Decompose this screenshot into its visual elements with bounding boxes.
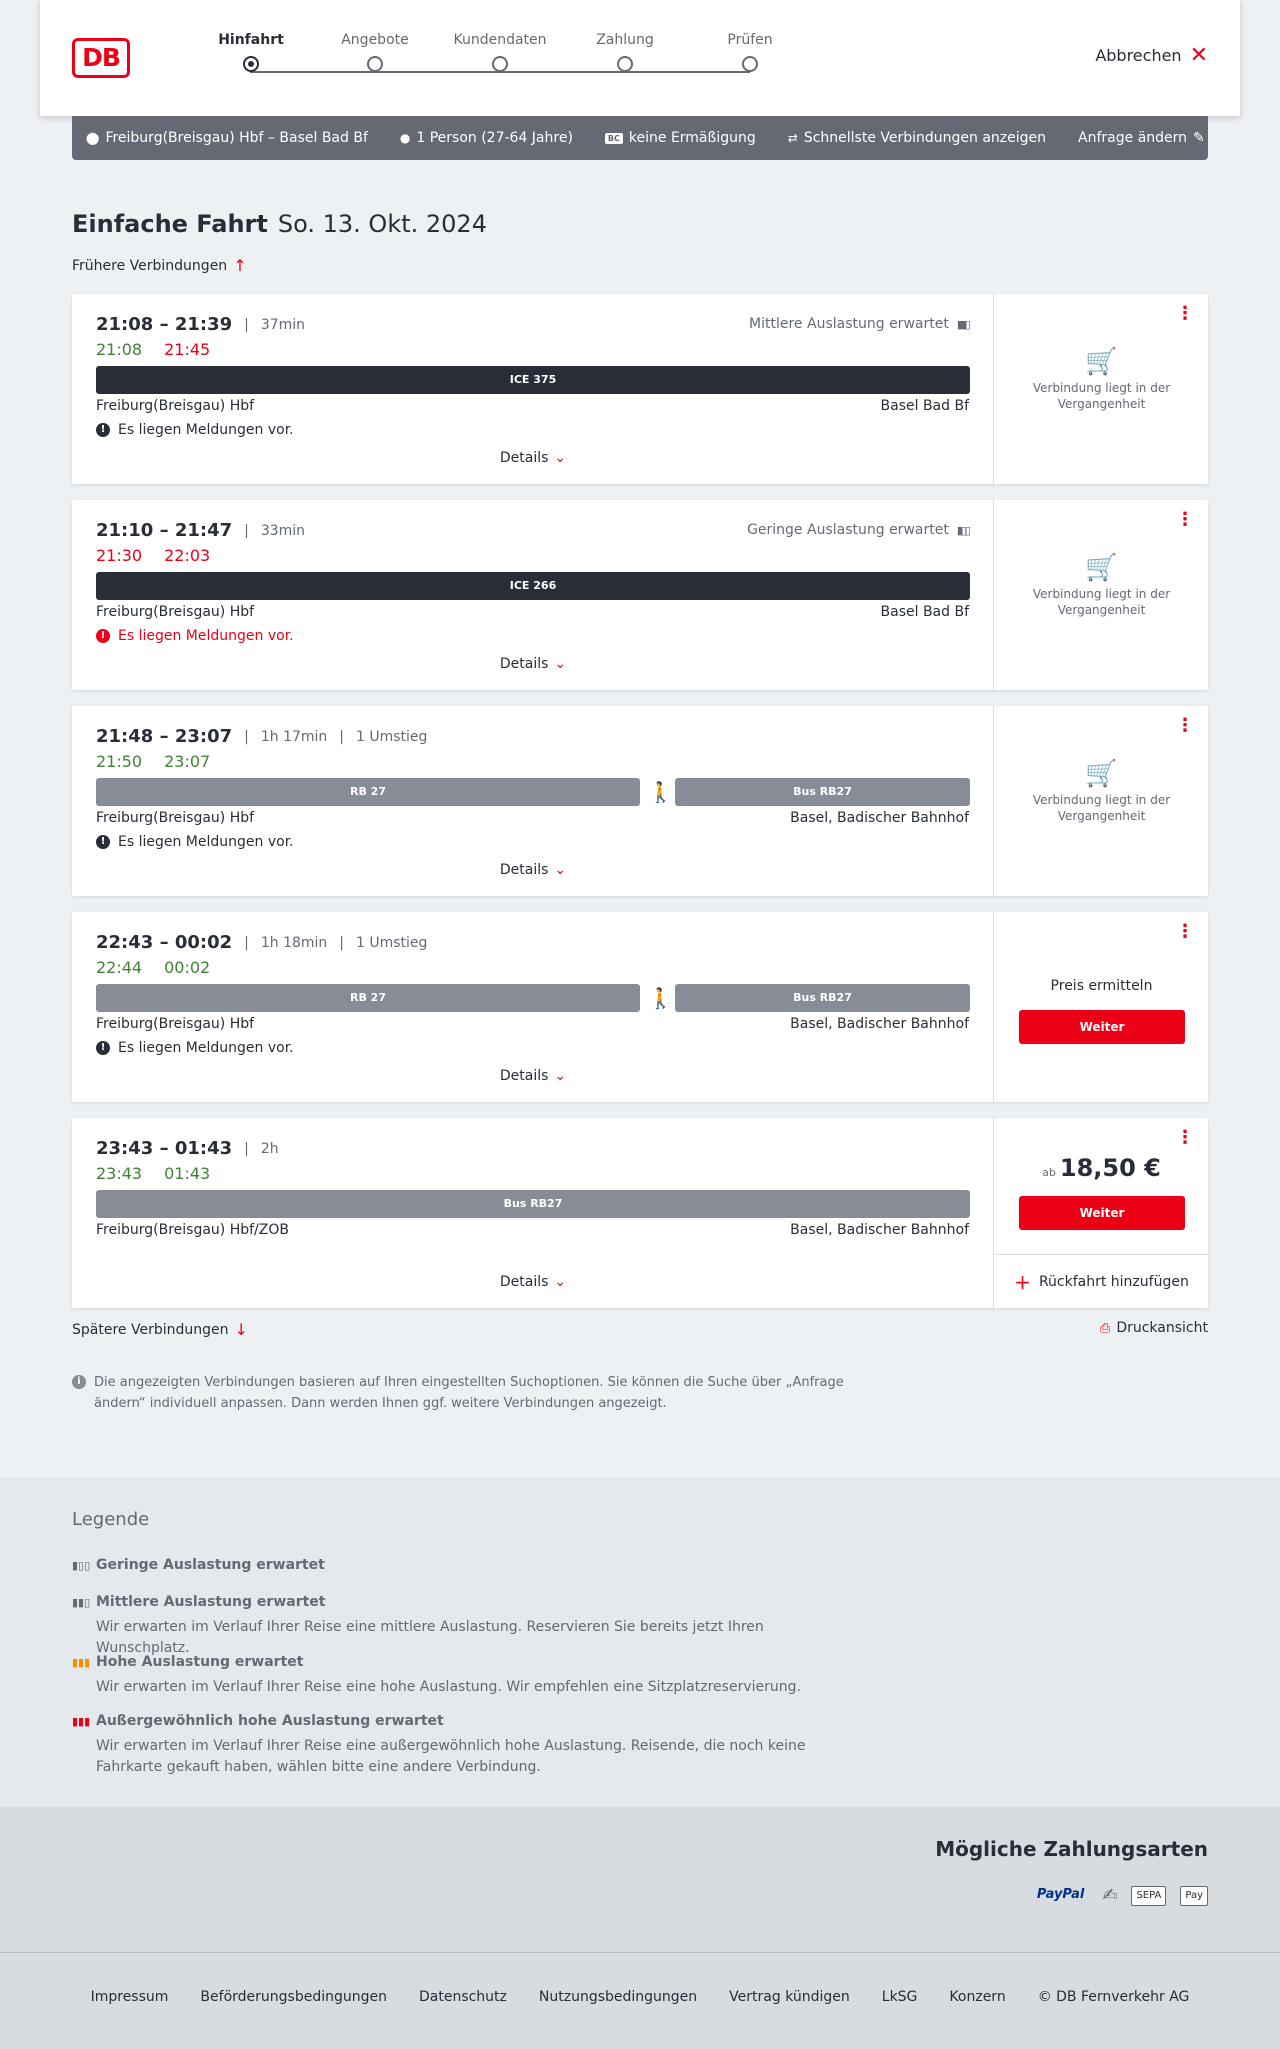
realtime-arrival: 21:45	[164, 340, 211, 359]
step-label: Hinfahrt	[218, 32, 284, 48]
change-query-label: Anfrage ändern	[1078, 130, 1188, 146]
cart-unavailable-icon: 🛒	[1085, 553, 1118, 583]
travellers-text: 1 Person (27-64 Jahre)	[416, 130, 573, 146]
bus-segment[interactable]: Bus RB27	[675, 778, 970, 806]
legend-item-low	[72, 1557, 325, 1573]
cart-unavailable-icon: 🛒	[1085, 347, 1118, 377]
connection-offer	[995, 1118, 1208, 1308]
page-title	[72, 210, 487, 238]
separator: |	[244, 934, 249, 951]
train-segment[interactable]: RB 27	[96, 778, 640, 806]
fastest-text: Schnellste Verbindungen anzeigen	[803, 130, 1047, 146]
step-hinfahrt	[188, 32, 314, 72]
duration: 1h 18min	[260, 934, 328, 951]
chevron-down-icon: ⌄	[554, 450, 567, 466]
top-header	[40, 0, 1240, 116]
connection-card[interactable]	[72, 1118, 1208, 1308]
info-icon: i	[72, 1375, 86, 1389]
step-label: Prüfen	[727, 32, 773, 48]
footer-link-konzern[interactable]: Konzern	[949, 1989, 1006, 2005]
separator: |	[244, 522, 249, 539]
chevron-down-icon: ⌄	[554, 1068, 567, 1084]
footer-link-datenschutz[interactable]: Datenschutz	[418, 1989, 507, 2005]
details-label: Details	[499, 1068, 549, 1084]
price-query-label: Preis ermitteln	[1050, 978, 1153, 994]
query-discount	[605, 130, 756, 146]
price-prefix: ab	[1042, 1166, 1056, 1179]
notice-message[interactable]	[96, 1040, 294, 1056]
legend-item-text: Wir erwarten im Verlauf Ihrer Reise eine hohe Auslastung. Wir empfehlen eine Sitzplatzreservierung.	[96, 1679, 801, 1695]
footer-link-vertrag-kuendigen[interactable]: Vertrag kündigen	[729, 1989, 850, 2005]
close-icon: ✕	[1189, 42, 1208, 68]
details-label: Details	[499, 656, 549, 672]
more-options-icon[interactable]: ⋮	[1176, 921, 1194, 942]
legend-section	[0, 1477, 1280, 1807]
high-load-icon: ▮▮▮	[72, 1655, 91, 1669]
cancel-label: Abbrechen	[1095, 46, 1182, 65]
legend-item-text: Wir erwarten im Verlauf Ihrer Reise eine außergewöhnlich hohe Auslastung. Reisende, die noch keine Fahrkarte gekauft haben, wählen bitte eine andere Verbindung.	[96, 1738, 806, 1775]
info-exclamation-icon: !	[96, 1041, 110, 1055]
separator: |	[244, 728, 249, 745]
arrival-station: Basel, Badischer Bahnhof	[790, 810, 969, 826]
step-dot	[492, 56, 508, 72]
connection-main	[72, 500, 994, 690]
route-text: Freiburg(Breisgau) Hbf – Basel Bad Bf	[105, 130, 368, 146]
paypal-icon: PayPal	[1036, 1886, 1085, 1902]
print-view-link[interactable]	[1100, 1320, 1208, 1336]
notice-text: Es liegen Meldungen vor.	[118, 1040, 294, 1056]
connection-times	[96, 314, 305, 335]
info-exclamation-icon: !	[96, 423, 110, 437]
apple-pay-label: Pay	[1185, 1889, 1203, 1901]
price	[995, 1154, 1208, 1182]
realtime-times	[96, 958, 210, 977]
pencil-icon: ✎	[1193, 130, 1205, 146]
step-dot-active	[243, 56, 259, 72]
separator: |	[339, 728, 345, 745]
walking-transfer-icon: 🚶	[648, 780, 673, 804]
legend-item-title: Hohe Auslastung erwartet	[96, 1654, 304, 1670]
connection-main	[72, 912, 994, 1102]
bahncard-icon: BC	[605, 133, 623, 144]
query-route	[86, 130, 368, 146]
print-label: Druckansicht	[1116, 1320, 1208, 1336]
query-summary-bar	[72, 116, 1208, 160]
arrival-station: Basel Bad Bf	[880, 398, 969, 414]
connection-offer	[995, 500, 1208, 690]
step-dot	[742, 56, 758, 72]
step-dot	[367, 56, 383, 72]
low-load-icon: ▮▯▯	[72, 1558, 91, 1572]
connection-card[interactable]	[72, 294, 1208, 484]
departure-station: Freiburg(Breisgau) Hbf	[96, 398, 255, 414]
legend-item-title: Außergewöhnlich hohe Auslastung erwartet	[96, 1713, 444, 1729]
info-note	[72, 1372, 852, 1414]
realtime-departure: 22:44	[96, 958, 143, 977]
discount-text: keine Ermäßigung	[628, 130, 756, 146]
step-label: Angebote	[341, 32, 409, 48]
realtime-arrival: 23:07	[164, 752, 211, 771]
continue-button[interactable]: Weiter	[1019, 1010, 1185, 1044]
payment-methods-section	[0, 1807, 1280, 1952]
load-text: Mittlere Auslastung erwartet	[749, 316, 949, 332]
cancel-button[interactable]	[1095, 42, 1208, 68]
footer	[0, 1952, 1280, 2049]
chevron-down-icon: ⌄	[554, 862, 567, 878]
credit-card-icon: ✍	[1102, 1885, 1118, 1906]
departure-station: Freiburg(Breisgau) Hbf	[96, 604, 255, 620]
planned-times: 23:43 – 01:43	[96, 1138, 233, 1159]
transfers: 1 Umstieg	[356, 728, 428, 745]
query-fastest	[788, 130, 1046, 146]
earlier-label: Frühere Verbindungen	[72, 257, 228, 274]
query-travellers	[400, 130, 573, 146]
duration: 1h 17min	[260, 728, 328, 745]
arrow-up-icon: ↑	[233, 256, 247, 275]
earlier-connections-link[interactable]	[72, 256, 247, 275]
notice-text: Es liegen Meldungen vor.	[118, 422, 294, 438]
legend-item-medium	[72, 1594, 856, 1659]
more-options-icon[interactable]: ⋮	[1176, 1127, 1194, 1148]
connection-main	[72, 294, 994, 484]
step-kundendaten[interactable]	[437, 32, 563, 72]
payment-icons	[1033, 1885, 1208, 1906]
status-text: Verbindung liegt in der Vergangenheit	[1032, 381, 1171, 411]
separator: |	[244, 1140, 249, 1157]
departure-station: Freiburg(Breisgau) Hbf/ZOB	[96, 1222, 289, 1238]
legend-item-high	[72, 1654, 856, 1698]
legend-title: Legende	[72, 1509, 150, 1530]
bus-segment[interactable]: Bus RB27	[675, 984, 970, 1012]
footer-links	[0, 1989, 1280, 2005]
notice-message[interactable]	[96, 422, 294, 438]
step-angebote[interactable]	[312, 32, 438, 72]
plus-icon: +	[1014, 1269, 1031, 1294]
cart-unavailable-icon: 🛒	[1085, 759, 1118, 789]
add-return-trip-button[interactable]	[995, 1254, 1208, 1308]
realtime-times	[96, 1164, 210, 1183]
arrow-down-icon: ↓	[234, 1320, 248, 1339]
arrival-station: Basel Bad Bf	[880, 604, 969, 620]
notice-message[interactable]	[96, 834, 294, 850]
change-query-button[interactable]	[1078, 130, 1205, 146]
step-label: Kundendaten	[453, 32, 547, 48]
trip-date: So. 13. Okt. 2024	[277, 210, 487, 238]
load-indicator	[747, 522, 969, 538]
realtime-arrival: 22:03	[164, 546, 211, 565]
connection-card[interactable]	[72, 706, 1208, 896]
arrival-station: Basel, Badischer Bahnhof	[790, 1016, 969, 1032]
step-pruefen[interactable]	[687, 32, 813, 72]
details-label: Details	[499, 450, 549, 466]
details-label: Details	[499, 862, 549, 878]
realtime-arrival: 00:02	[164, 958, 211, 977]
planned-times: 21:48 – 23:07	[96, 726, 233, 747]
trip-type: Einfache Fahrt	[72, 210, 268, 238]
notice-text: Es liegen Meldungen vor.	[118, 834, 294, 850]
return-label: Rückfahrt hinzufügen	[1038, 1273, 1189, 1290]
medium-load-icon: ▮▮▯	[956, 317, 969, 331]
departure-station: Freiburg(Breisgau) Hbf	[96, 1016, 255, 1032]
connection-times	[96, 726, 427, 747]
later-connections-link[interactable]	[72, 1320, 248, 1339]
step-label: Zahlung	[596, 32, 654, 48]
medium-load-icon: ▮▮▯	[72, 1595, 91, 1609]
status-text: Verbindung liegt in der Vergangenheit	[1032, 793, 1171, 823]
connection-offer	[995, 294, 1208, 484]
printer-icon: ⎙	[1099, 1320, 1111, 1336]
legend-item-text: Wir erwarten im Verlauf Ihrer Reise eine mittlere Auslastung. Reservieren Sie bereits jetzt Ihren Wunschplatz.	[96, 1619, 764, 1656]
past-connection-status	[995, 347, 1208, 412]
realtime-departure: 21:50	[96, 752, 143, 771]
realtime-times	[96, 340, 210, 359]
realtime-arrival: 01:43	[164, 1164, 211, 1183]
train-segment[interactable]: ICE 375	[96, 366, 970, 394]
step-zahlung[interactable]	[562, 32, 688, 72]
very-high-load-icon: ▮▮▮	[72, 1714, 91, 1728]
walking-transfer-icon: 🚶	[648, 986, 673, 1010]
bus-segment[interactable]: Bus RB27	[96, 1190, 970, 1218]
past-connection-status	[995, 553, 1208, 618]
load-text: Geringe Auslastung erwartet	[747, 522, 949, 538]
details-toggle[interactable]	[72, 450, 994, 466]
connection-offer	[995, 912, 1208, 1102]
realtime-departure: 21:30	[96, 546, 143, 565]
continue-button[interactable]: Weiter	[1019, 1196, 1185, 1230]
footer-link-nutzungsbedingungen[interactable]: Nutzungsbedingungen	[538, 1989, 698, 2005]
legend-item-title: Geringe Auslastung erwartet	[96, 1557, 325, 1573]
more-options-icon[interactable]: ⋮	[1176, 715, 1194, 736]
realtime-times	[96, 752, 210, 771]
price-value: 18,50 €	[1059, 1154, 1161, 1182]
train-segment[interactable]: RB 27	[96, 984, 640, 1012]
connection-offer	[995, 706, 1208, 896]
details-toggle[interactable]	[72, 862, 994, 878]
info-text: Die angezeigten Verbindungen basieren auf Ihren eingestellten Suchoptionen. Sie können die Suche über „Anfrage ändern“ individuell anpassen. Dann werden Ihnen ggf. weitere Verbindungen angezeigt.	[94, 1375, 844, 1411]
footer-link-befoerderungsbedingungen[interactable]: Beförderungsbedingungen	[200, 1989, 387, 2005]
connection-main	[72, 706, 994, 896]
connection-times	[96, 1138, 279, 1159]
footer-link-lksg[interactable]: LkSG	[881, 1989, 918, 2005]
chevron-down-icon: ⌄	[554, 656, 567, 672]
more-options-icon[interactable]: ⋮	[1176, 303, 1194, 324]
details-toggle[interactable]	[72, 1274, 994, 1290]
details-toggle[interactable]	[72, 656, 994, 672]
person-icon: ●	[399, 131, 411, 145]
train-segment[interactable]: ICE 266	[96, 572, 970, 600]
location-pin-icon: ⬤	[86, 131, 100, 145]
legend-item-very-high	[72, 1713, 856, 1778]
notice-message[interactable]	[96, 628, 294, 644]
status-text: Verbindung liegt in der Vergangenheit	[1032, 587, 1171, 617]
realtime-departure: 23:43	[96, 1164, 143, 1183]
realtime-departure: 21:08	[96, 340, 143, 359]
notice-text: Es liegen Meldungen vor.	[118, 628, 294, 644]
details-toggle[interactable]	[72, 1068, 994, 1084]
chevron-down-icon: ⌄	[554, 1274, 567, 1290]
duration: 2h	[260, 1140, 279, 1157]
info-exclamation-icon: !	[96, 835, 110, 849]
db-logo[interactable]: DB	[72, 38, 130, 78]
separator: |	[339, 934, 345, 951]
copyright: © DB Fernverkehr AG	[1037, 1989, 1190, 2005]
legend-item-title: Mittlere Auslastung erwartet	[96, 1594, 326, 1610]
connection-card[interactable]	[72, 912, 1208, 1102]
progress-stepper	[180, 32, 780, 92]
realtime-times	[96, 546, 210, 565]
planned-times: 21:10 – 21:47	[96, 520, 233, 541]
payment-title: Mögliche Zahlungsarten	[935, 1837, 1208, 1861]
swap-arrows-icon: ⇄	[787, 131, 798, 145]
separator: |	[244, 316, 249, 333]
later-label: Spätere Verbindungen	[72, 1321, 229, 1338]
step-dot	[617, 56, 633, 72]
more-options-icon[interactable]: ⋮	[1176, 509, 1194, 530]
connection-card[interactable]	[72, 500, 1208, 690]
planned-times: 21:08 – 21:39	[96, 314, 233, 335]
duration: 33min	[260, 522, 306, 539]
connection-times	[96, 932, 427, 953]
footer-link-impressum[interactable]: Impressum	[90, 1989, 169, 2005]
arrival-station: Basel, Badischer Bahnhof	[790, 1222, 969, 1238]
alert-exclamation-icon: !	[96, 629, 110, 643]
transfers: 1 Umstieg	[356, 934, 428, 951]
details-label: Details	[499, 1274, 549, 1290]
connection-main	[72, 1118, 994, 1308]
departure-station: Freiburg(Breisgau) Hbf	[96, 810, 255, 826]
apple-pay-icon	[1180, 1886, 1208, 1906]
duration: 37min	[260, 316, 306, 333]
past-connection-status	[995, 759, 1208, 824]
connection-times	[96, 520, 305, 541]
load-indicator	[749, 316, 969, 332]
low-load-icon: ▮▯▯	[956, 523, 969, 537]
planned-times: 22:43 – 00:02	[96, 932, 233, 953]
sepa-icon: SEPA	[1131, 1886, 1166, 1906]
